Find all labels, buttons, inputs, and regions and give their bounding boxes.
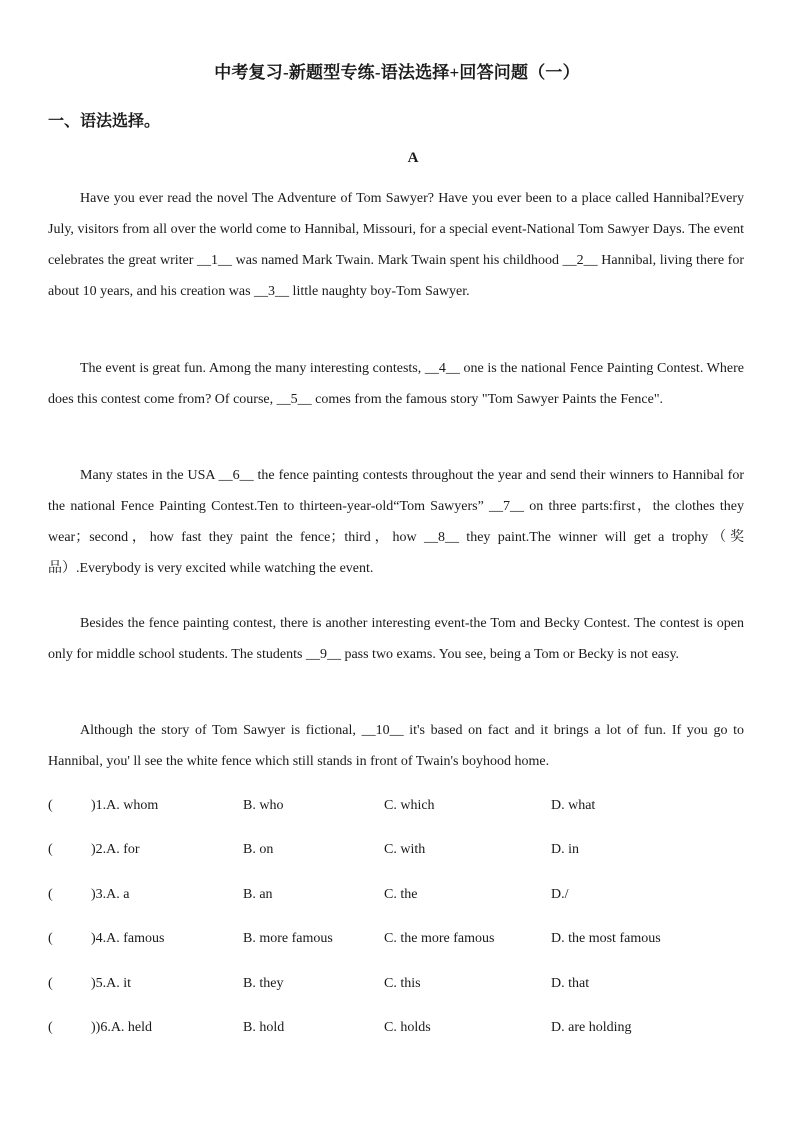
option-b: B. hold xyxy=(243,1020,285,1035)
option-d: D. that xyxy=(551,976,590,991)
paragraph-3 xyxy=(48,460,744,584)
option-a: )4.A. famous xyxy=(91,931,165,946)
section-heading: 一、语法选择。 xyxy=(48,113,161,130)
option-b: B. they xyxy=(243,976,284,991)
paragraph-text: Many states in the USA __6__ the fence painting contests throughout the year and send their winners to Hannibal for the national Fence Painting Contest.Ten to thirteen-year-old“Tom Sawyers” __7__ on three parts:first，the clothes they wear；second，how fast they paint the fence；third，how __8__ they paint.The winner will get a trophy（奖品）.Everybody is very excited while watching the event. xyxy=(48,468,744,576)
option-d: D./ xyxy=(551,887,569,902)
option-b: B. who xyxy=(243,798,284,813)
question-row xyxy=(48,798,748,822)
answer-blank[interactable]: ( xyxy=(48,976,53,991)
option-d: D. in xyxy=(551,842,579,857)
option-c: C. which xyxy=(384,798,435,813)
option-c: C. the more famous xyxy=(384,931,495,946)
option-c: C. this xyxy=(384,976,421,991)
paragraph-1 xyxy=(48,183,744,307)
option-c: C. the xyxy=(384,887,418,902)
paragraph-4 xyxy=(48,608,744,670)
answer-blank[interactable]: ( xyxy=(48,1020,53,1035)
paragraph-text: Have you ever read the novel The Adventure of Tom Sawyer? Have you ever been to a place called Hannibal?Every July, visitors from all over the world come to Hannibal, Missouri, for a special event-National Tom Sawyer Days. The event celebrates the great writer __1__ was named Mark Twain. Mark Twain spent his childhood __2__ Hannibal, living there for about 10 years, and his creation was __3__ little naughty boy-Tom Sawyer. xyxy=(48,191,744,299)
option-a: ))6.A. held xyxy=(91,1020,153,1035)
question-row xyxy=(48,931,748,955)
paragraph-text: The event is great fun. Among the many interesting contests, __4__ one is the national Fence Painting Contest. Where does this contest come from? Of course, __5__ comes from the famous story "Tom Sawyer Paints the Fence". xyxy=(48,361,744,407)
page-title: 中考复习-新题型专练-语法选择+回答问题（一） xyxy=(214,63,580,82)
option-b: B. an xyxy=(243,887,273,902)
answer-blank[interactable]: ( xyxy=(48,887,53,902)
option-a: )5.A. it xyxy=(91,976,132,991)
option-c: C. with xyxy=(384,842,426,857)
option-a: )2.A. for xyxy=(91,842,140,857)
paragraph-text: Besides the fence painting contest, there is another interesting event-the Tom and Becky Contest. The contest is open only for middle school students. The students __9__ pass two exams. You see, being a Tom or Becky is not easy. xyxy=(48,616,744,662)
question-row xyxy=(48,887,748,911)
passage-label: A xyxy=(407,150,419,166)
option-c: C. holds xyxy=(384,1020,431,1035)
option-d: D. the most famous xyxy=(551,931,661,946)
question-row xyxy=(48,842,748,866)
option-a: )1.A. whom xyxy=(91,798,159,813)
paragraph-text: Although the story of Tom Sawyer is fictional, __10__ it's based on fact and it brings a lot of fun. If you go to Hannibal, you' ll see the white fence which still stands in front of Twain's boyhood home. xyxy=(48,723,744,769)
paragraph-5 xyxy=(48,715,744,777)
question-row xyxy=(48,1020,748,1044)
option-b: B. on xyxy=(243,842,274,857)
answer-blank[interactable]: ( xyxy=(48,931,53,946)
answer-blank[interactable]: ( xyxy=(48,842,53,857)
question-row xyxy=(48,976,748,1000)
answer-blank[interactable]: ( xyxy=(48,798,53,813)
option-d: D. what xyxy=(551,798,596,813)
option-d: D. are holding xyxy=(551,1020,632,1035)
option-b: B. more famous xyxy=(243,931,333,946)
paragraph-2 xyxy=(48,353,744,415)
option-a: )3.A. a xyxy=(91,887,130,902)
